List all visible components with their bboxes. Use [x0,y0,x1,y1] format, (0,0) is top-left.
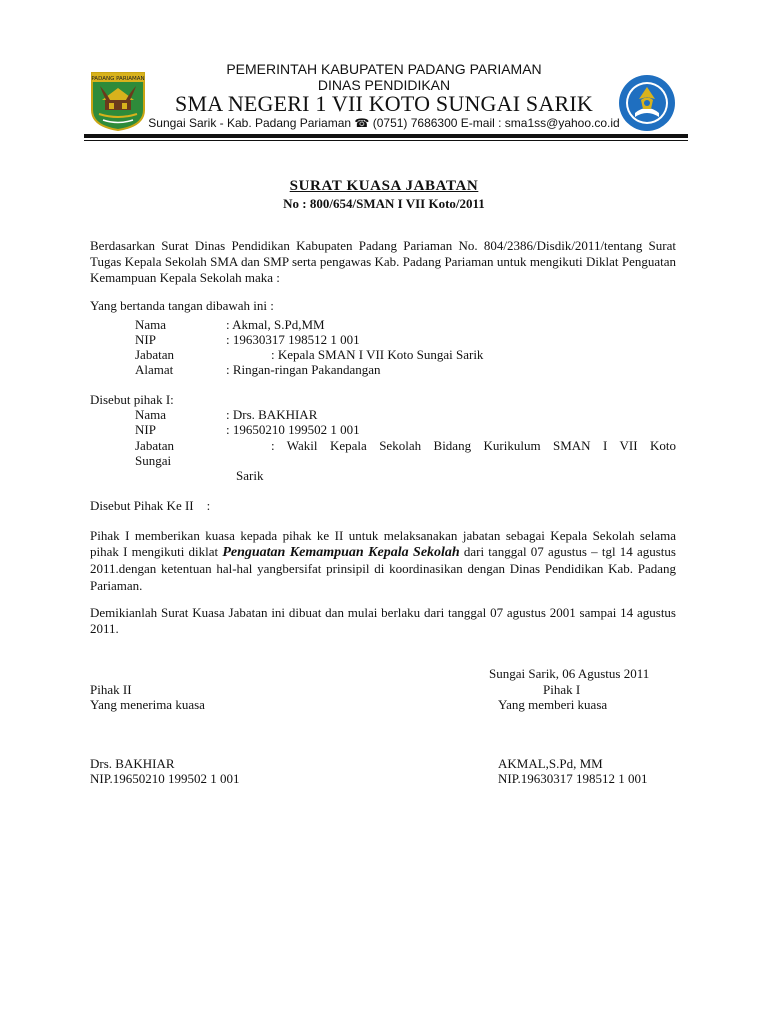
signer-address-value: : Ringan-ringan Pakandangan [226,362,381,377]
signer-position-label: Jabatan [135,347,174,362]
mandate-text-end: dari tanggal 07 agustus – tgl 14 agustus 2011.dengan ketentuan hal-hal yangbersifat prinsipil di koordinasikan dengan Dinas Pendidikan Kab. Padang Pariaman. [90,544,676,593]
right-sign-party: Pihak I [543,682,581,697]
left-sign-nip: NIP.19650210 199502 1 001 [90,771,240,786]
letterhead-rule-thick [84,134,688,138]
party1-heading: Disebut pihak I: [90,392,174,407]
party1-position-value: : Wakil Kepala Sekolah Bidang Kurikulum SMAN I VII Koto [271,438,676,453]
signer-position-value: : Kepala SMAN I VII Koto Sungai Sarik [271,347,484,362]
party1-name-label: Nama [135,407,167,422]
document-title: SURAT KUASA JABATAN [289,178,479,194]
government-name: PEMERINTAH KABUPATEN PADANG PARIAMAN [226,61,542,77]
signer-name-label: Nama [135,317,167,332]
place-date: Sungai Sarik, 06 Agustus 2011 [489,666,650,681]
letterhead-rule-thin [84,140,688,141]
left-sign-role: Yang menerima kuasa [90,697,205,712]
closing-paragraph: Demikianlah Surat Kuasa Jabatan ini dibuat dan mulai berlaku dari tanggal 07 agustus 2001 sampai 14 agustus 2011. [90,605,676,637]
mandate-text-start: Pihak I memberikan kuasa kepada pihak ke II untuk melaksanakan jabatan sebagai Kepala Sekolah selama pihak I mengikuti diklat [90,528,676,560]
signer-address-label: Alamat [135,362,174,377]
document-number: No : 800/654/SMAN I VII Koto/2011 [283,196,485,211]
left-sign-name: Drs. BAKHIAR [90,756,175,771]
party1-name-value: : Drs. BAKHIAR [226,407,318,422]
left-sign-party: Pihak II [90,682,132,697]
school-contact [0,116,768,130]
party1-position-wrap: Sungai [135,453,172,468]
school-phone-email: (0751) 7686300 E-mail : sma1ss@yahoo.co.id [372,116,620,130]
right-sign-name: AKMAL,S.Pd, MM [498,756,603,771]
party1-nip-value: : 19650210 199502 1 001 [226,422,360,437]
agency-name: DINAS PENDIDIKAN [317,77,451,93]
regency-logo-caption: PADANG PARIAMAN [91,76,145,82]
party1-position-wrap-end: Sarik [236,468,264,483]
signer-nip-value: : 19630317 198512 1 001 [226,332,360,347]
signer-name-value: : Akmal, S.Pd,MM [226,317,325,332]
right-sign-nip: NIP.19630317 198512 1 001 [498,771,648,786]
party2-heading: Disebut Pihak Ke II : [90,498,211,513]
party1-nip-label: NIP [135,422,156,437]
right-sign-role: Yang memberi kuasa [498,697,608,712]
phone-icon: ☎ [354,116,370,130]
school-name: SMA NEGERI 1 VII KOTO SUNGAI SARIK [175,91,593,116]
party1-position-label: Jabatan [135,438,174,453]
school-address: Sungai Sarik - Kab. Padang Pariaman [148,116,352,130]
mandate-emphasis: Penguatan Kemampuan Kepala Sekolah [222,545,460,561]
signer-nip-label: NIP [135,332,156,347]
intro-paragraph: Berdasarkan Surat Dinas Pendidikan Kabupaten Padang Pariaman No. 804/2386/Disdik/2011/tentang Surat Tugas Kepala Sekolah SMA dan SMP serta pengawas Kab. Padang Pariaman untuk mengikuti Diklat Penguatan Kemampuan Kepala Sekolah maka : [90,238,676,286]
signer-heading: Yang bertanda tangan dibawah ini : [90,298,274,313]
mandate-paragraph [90,528,676,594]
